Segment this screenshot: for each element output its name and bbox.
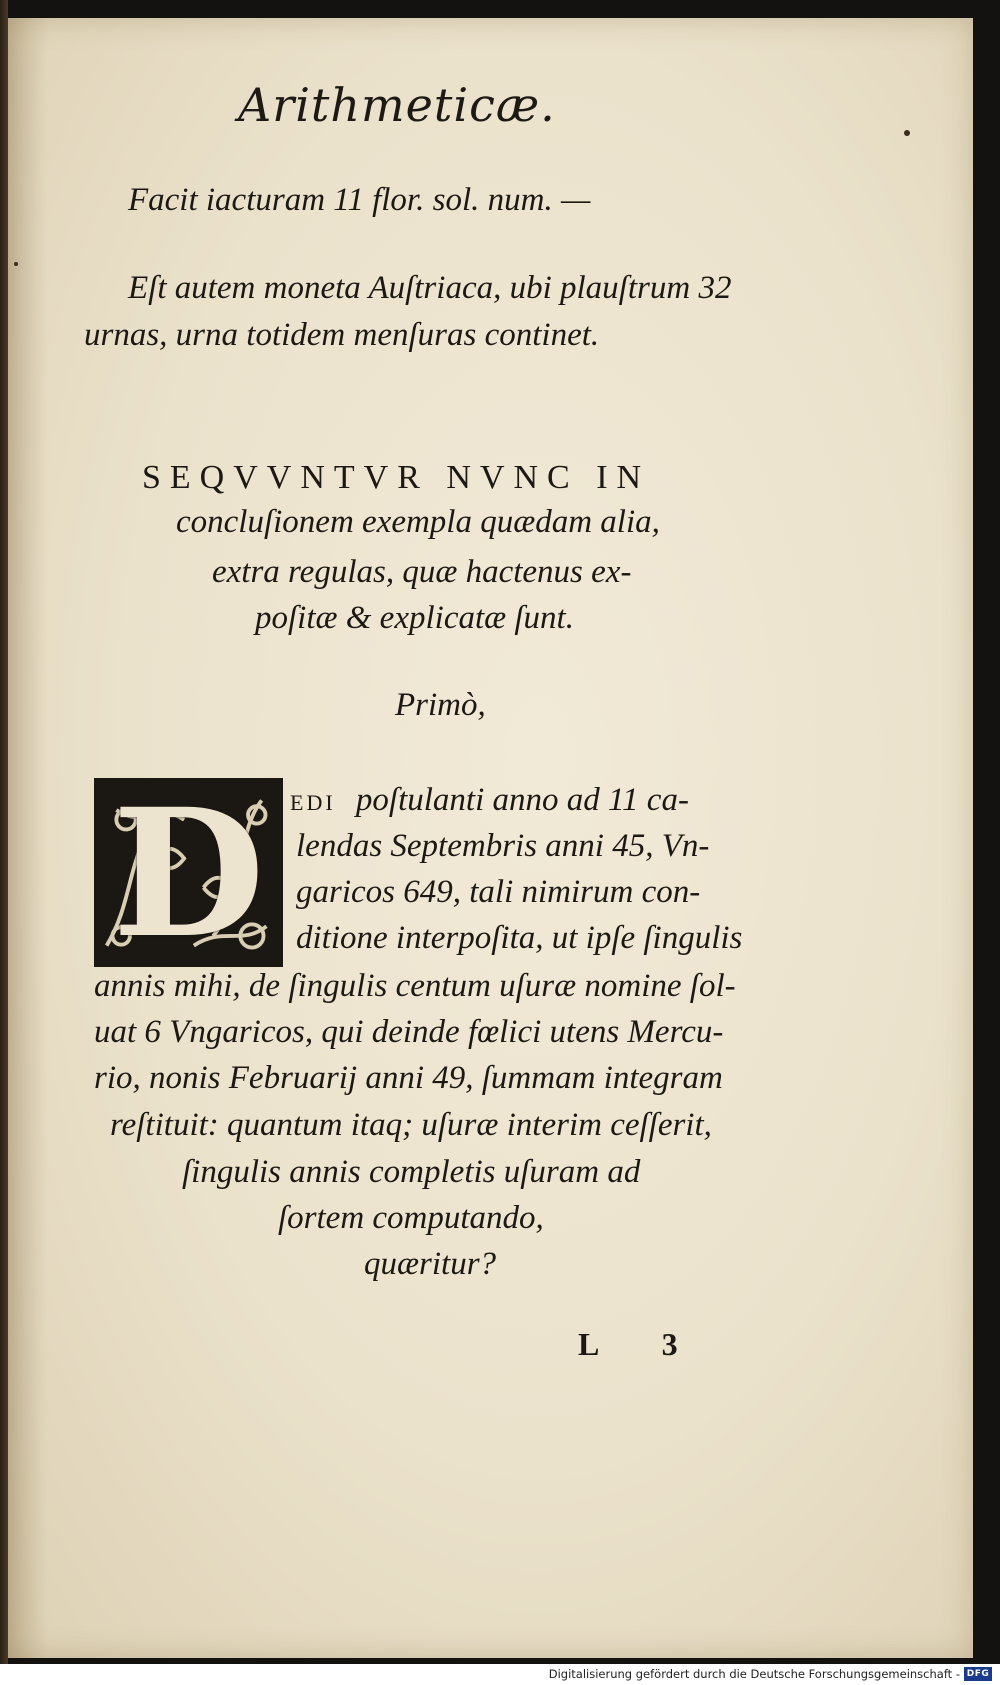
- ink-speck: [14, 262, 18, 266]
- paragraph-line: ſingulis annis completis uſuram ad: [182, 1154, 641, 1190]
- section-heading-line: concluſionem exempla quædam alia,: [176, 504, 660, 540]
- dfg-credit: Digitalisierung gefördert durch die Deutsche Forschungsgemeinschaft -: [548, 1667, 960, 1681]
- signature-mark: L 3: [578, 1326, 706, 1362]
- decorated-initial: [94, 770, 283, 977]
- ink-speck: [904, 130, 910, 136]
- paragraph-line: uat 6 Vngaricos, qui deinde fœlici utens Mercu-: [94, 1014, 724, 1050]
- text-line: Eſt autem moneta Auſtriaca, ubi plauſtrum 32: [128, 270, 732, 306]
- scan-edge: [0, 0, 8, 1685]
- paragraph-line: ditione interpoſita, ut ipſe ſingulis: [296, 920, 743, 956]
- paragraph-line: lendas Septembris anni 45, Vn-: [296, 828, 710, 864]
- footer-bar: [0, 1664, 1000, 1685]
- section-heading-line: extra regulas, quæ hactenus ex-: [212, 554, 632, 590]
- paragraph-line: ſortem computando,: [278, 1200, 544, 1236]
- running-head: Arithmeticæ.: [238, 78, 556, 132]
- initial-letter: D: [112, 770, 265, 977]
- paragraph-line: annis mihi, de ſingulis centum uſuræ nomine ſol-: [94, 968, 736, 1004]
- section-heading-line: poſitæ & explicatæ ſunt.: [255, 600, 574, 636]
- paragraph-line: quæritur?: [364, 1246, 497, 1282]
- initial-followup: EDI: [290, 790, 336, 815]
- paragraph-line: rio, nonis Februarij anni 49, ſummam integram: [94, 1060, 723, 1096]
- text-line: urnas, urna totidem menſuras continet.: [84, 317, 600, 353]
- paragraph-line: reſtituit: quantum itaq; uſuræ interim ceſſerit,: [110, 1107, 712, 1143]
- paragraph-line: [290, 780, 689, 823]
- section-heading-caps: SEQVVNTVR NVNC IN: [142, 459, 651, 496]
- text-line: Facit iacturam 11 flor. sol. num. —: [128, 182, 591, 218]
- dfg-logo-icon: DFG: [964, 1667, 992, 1681]
- paragraph-line: garicos 649, tali nimirum con-: [296, 874, 701, 910]
- primo-label: Primò,: [395, 687, 486, 723]
- paragraph-line-text: poſtulanti anno ad 11 ca-: [355, 782, 689, 818]
